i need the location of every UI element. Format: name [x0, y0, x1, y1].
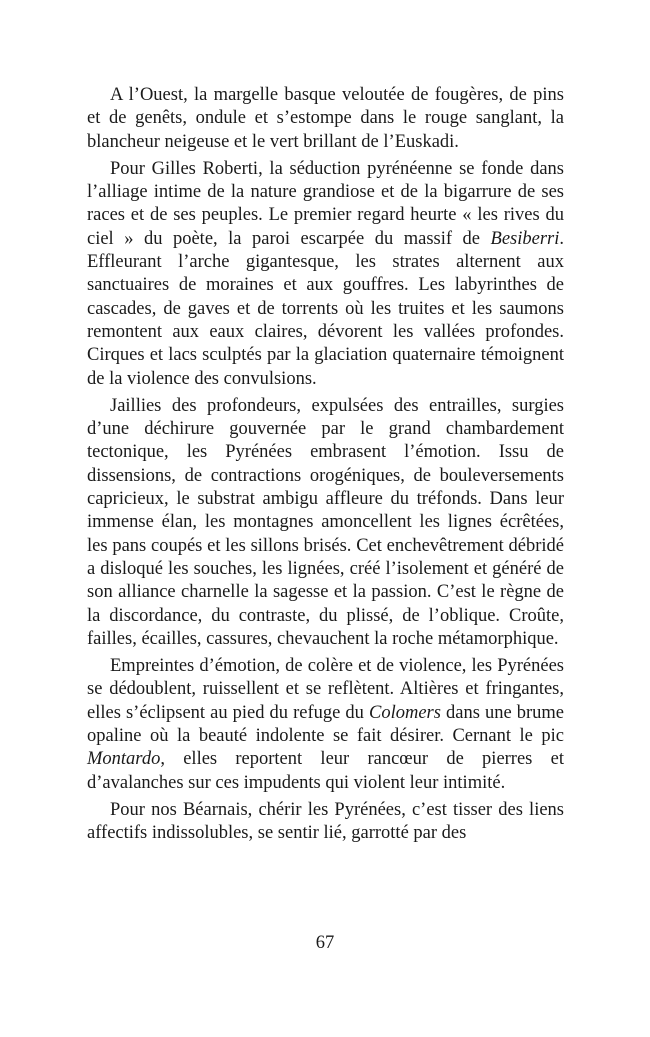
paragraph-text: . Effleurant l’arche gigantesque, les strates alternent aux sanctuaires de moraines et aux gouffres. Les labyrinthes de cascades, de gaves et de torrents où les truites et les saumons remontent aux eaux claires, dévorent les vallées profondes. Cirques et lacs sculptés par la glaciation quaternaire témoignent de la violence des convulsions.: [87, 228, 564, 389]
place-name-italic: Montardo: [87, 749, 161, 770]
paragraph-4: [87, 655, 564, 795]
paragraph-text: Jaillies des profondeurs, expulsées des entrailles, surgies d’une déchirure gouvernée par le grand chambardement tectonique, les Pyrénées embrasent l’émotion. Issu de dissensions, de contractions orogéniques, de bouleversements capricieux, le substrat ambigu affleure du tréfonds. Dans leur immense élan, les montagnes amoncellent les lignes écrêtées, les pans coupés et les sillons brisés. Cet enchevêtrement débridé a disloqué les souches, les lignées, créé l’isolement et généré de son alliance charnelle la sagesse et la passion. C’est le règne de la discordance, du contraste, du plissé, de l’oblique. Croûte, failles, écailles, cassures, chevauchent la roche métamorphique.: [87, 395, 564, 649]
paragraph-text: , elles reportent leur rancœur de pierres et d’avalanches sur ces impudents qui violent leur intimité.: [87, 749, 564, 793]
page-body: [87, 84, 564, 850]
place-name-italic: Colomers: [368, 702, 441, 723]
paragraph-3: [87, 395, 564, 651]
place-name-italic: Besiberri: [490, 228, 560, 249]
paragraph-1: [87, 84, 564, 154]
paragraph-5: [87, 799, 564, 846]
paragraph-text: Empreintes d’émotion, de colère et de violence, les Pyrénées se dédoublent, ruissellent et se reflètent. Altières et fringantes, elles s’éclipsent au pied du refuge du: [87, 656, 564, 723]
paragraph-text: dans une brume opaline où la beauté indolente se fait désirer. Cernant le pic: [87, 702, 564, 747]
page-number: 67: [315, 933, 335, 953]
paragraph-text: Pour Gilles Roberti, la séduction pyrénéenne se fonde dans l’alliage intime de la nature grandiose et de la bigarrure de ses races et de ses peuples. Le premier regard heurte « les rives du ciel » du poète, la paroi escarpée du massif de: [87, 158, 564, 249]
paragraph-2: [87, 158, 564, 391]
paragraph-text: Pour nos Béarnais, chérir les Pyrénées, c’est tisser des liens affectifs indissolubles, se sentir lié, garrotté par des: [87, 799, 564, 844]
paragraph-text: A l’Ouest, la margelle basque veloutée de fougères, de pins et de genêts, ondule et s’estompe dans le rouge sanglant, la blancheur neigeuse et le vert brillant de l’Euskadi.: [87, 85, 564, 152]
